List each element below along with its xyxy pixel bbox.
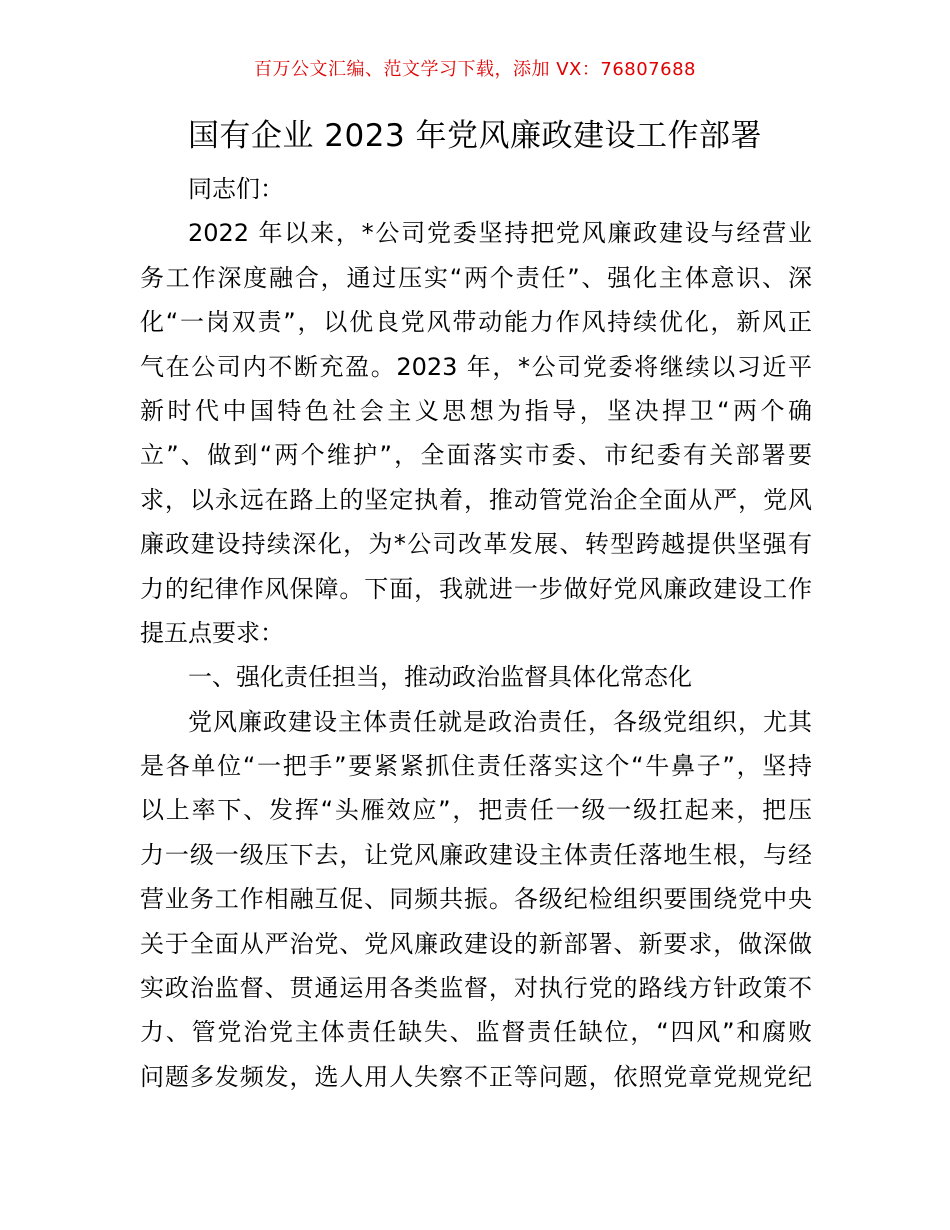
paragraph-line: 力的纪律作风保障。下面，我就进一步做好党风廉政建设工作 [140,574,812,603]
document-title: 国有企业 2023 年党风廉政建设工作部署 [187,118,763,154]
paragraph-line: 廉政建设持续深化，为*公司改革发展、转型跨越提供坚强有 [140,530,812,559]
paragraph-line: 务工作深度融合，通过压实“两个责任”、强化主体意识、深 [140,263,812,292]
paragraph-line: 求，以永远在路上的坚定执着，推动管党治企全面从严，党风 [140,485,812,514]
header-watermark-note: 百万公文汇编、范文学习下载，添加 VX：76807688 [254,59,696,80]
paragraph-section1 [140,700,812,1100]
paragraph-line: 2022 年以来，*公司党委坚持把党风廉政建设与经营业 [188,219,812,248]
paragraph-line: 党风廉政建设主体责任就是政治责任，各级党组织，尤其 [188,707,812,736]
paragraph-line: 关于全面从严治党、党风廉政建设的新部署、新要求，做深做 [140,929,812,958]
paragraph-line: 提五点要求： [140,618,284,647]
paragraph-line: 问题多发频发，选人用人失察不正等问题，依照党章党规党纪 [140,1062,812,1091]
paragraph-line: 是各单位“一把手”要紧紧抓住责任落实这个“牛鼻子”，坚持 [140,752,812,781]
paragraph-intro [140,211,812,655]
paragraph-line: 实政治监督、贯通运用各类监督，对执行党的路线方针政策不 [140,974,812,1003]
paragraph-line: 力、管党治党主体责任缺失、监督责任缺位，“四风”和腐败 [140,1018,812,1047]
paragraph-line: 力一级一级压下去，让党风廉政建设主体责任落地生根，与经 [140,840,812,869]
salutation: 同志们： [188,175,284,203]
section-heading: 一、强化责任担当，推动政治监督具体化常态化 [188,663,692,692]
paragraph-line: 以上率下、发挥“头雁效应”，把责任一级一级扛起来，把压 [140,796,812,825]
paragraph-line: 化“一岗双责”，以优良党风带动能力作风持续优化，新风正 [140,308,812,337]
document-body [140,167,812,1099]
paragraph-line: 新时代中国特色社会主义思想为指导，坚决捍卫“两个确 [140,396,812,425]
paragraph-line: 气在公司内不断充盈。2023 年，*公司党委将继续以习近平 [140,352,812,381]
paragraph-line: 营业务工作相融互促、同频共振。各级纪检组织要围绕党中央 [140,885,812,914]
paragraph-line: 立”、做到“两个维护”，全面落实市委、市纪委有关部署要 [140,441,812,470]
